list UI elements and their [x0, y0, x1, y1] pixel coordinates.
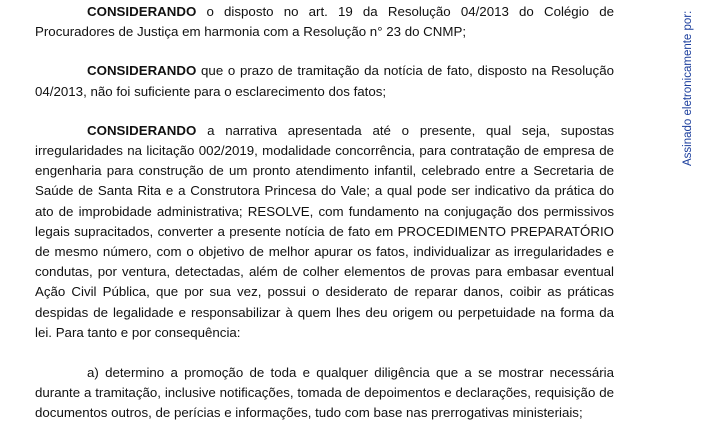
- keyword-considerando: CONSIDERANDO: [87, 122, 197, 138]
- paragraph-considerando-3: [35, 121, 614, 343]
- paragraph-text: o disposto no art. 19 da Resolução 04/2013 do Colégio de Procuradores de Justiça em harmonia com a Resolução n° 23 do CNMP;: [35, 4, 614, 40]
- paragraph-considerando-1: [35, 2, 614, 42]
- paragraph-text: que o prazo de tramitação da notícia de fato, disposto na Resolução 04/2013, não foi suficiente para o esclarecimento dos fatos;: [35, 63, 614, 99]
- keyword-considerando: CONSIDERANDO: [87, 4, 197, 19]
- document-body: [35, 2, 614, 424]
- paragraph-text: a narrativa apresentada até o presente, qual seja, supostas irregularidades na licitação 002/2019, modalidade concorrência, para contratação de empresa de engenharia para construção de um pronto atendimento infantil, celebrado entre a Secretaria de Saúde de Santa Rita e a Construtora Princesa do Vale; a qual pode ser indicativo da prática do ato de improbidade administrativa; RESOLVE, com fundamento na conjugação dos permissivos legais supracitados, converter a presente notícia de fato em PROCEDIMENTO PREPARATÓRIO de mesmo número, com o objetivo de melhor apurar os fatos, individualizar as irregularidades e condutas, por ventura, detectadas, além de colher elementos de provas para embasar eventual Ação Civil Pública, que por sua vez, possui o desiderato de reparar danos, coibir as práticas despidas de legalidade e responsabilizar à quem lhes deu origem ou perpetuidade na forma da lei. Para tanto e por consequência:: [35, 122, 614, 340]
- electronic-signature-note: Assinado eletronicamente por:: [682, 10, 694, 166]
- list-item-a: a) determino a promoção de toda e qualquer diligência que a se mostrar necessária durante a tramitação, inclusive notificações, tomada de depoimentos e declarações, requisição de documentos outros, de perícias e informações, tudo com base nas prerrogativas ministeriais;: [35, 365, 614, 421]
- keyword-considerando: CONSIDERANDO: [87, 63, 197, 79]
- paragraph-considerando-2: [35, 61, 614, 101]
